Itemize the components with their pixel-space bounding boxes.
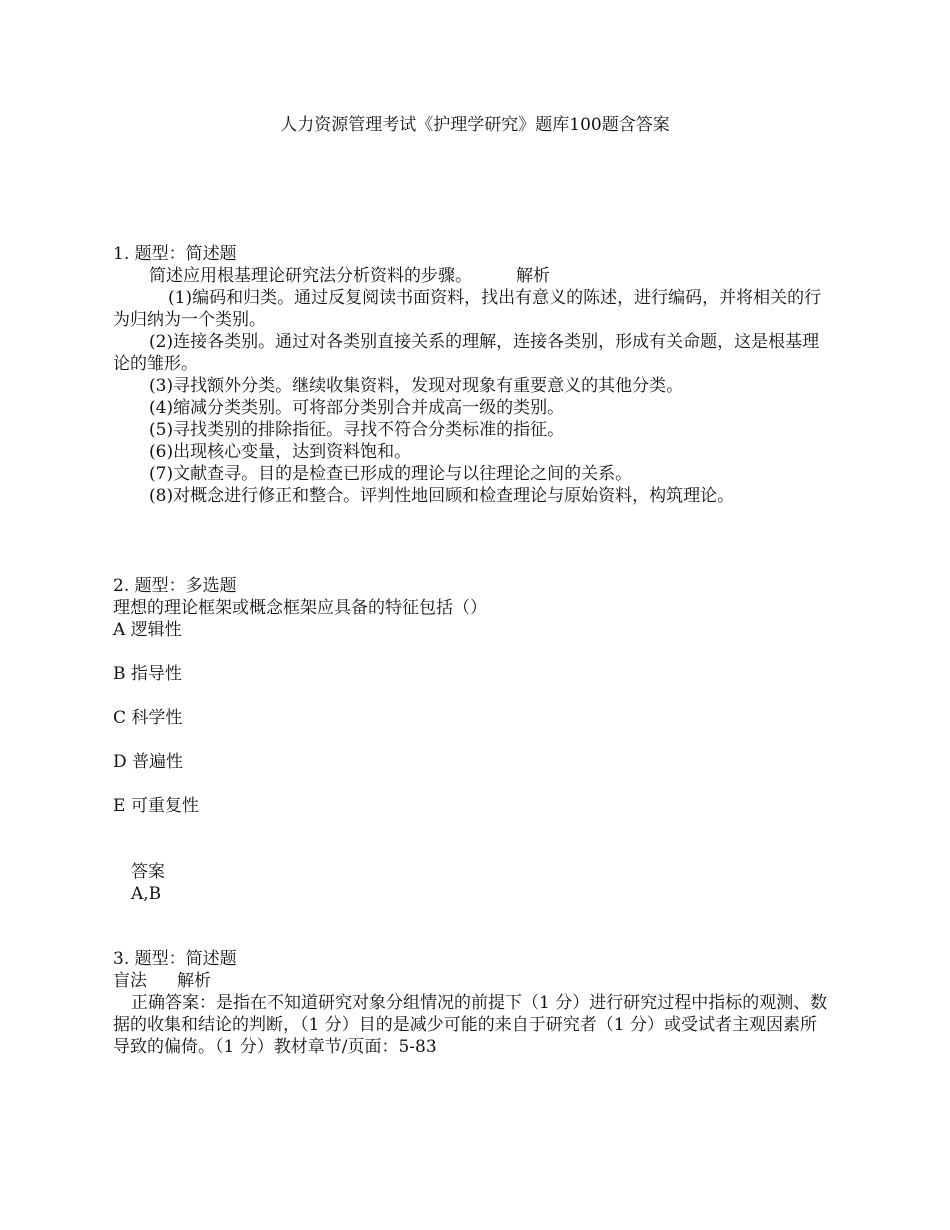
question-1-step: (3)寻找额外分类。继续收集资料，发现对现象有重要意义的其他分类。 (149, 376, 684, 396)
question-2-heading: 2. 题型：多选题 (113, 576, 237, 596)
question-3-text: 盲法 (113, 971, 147, 991)
question-3-answer-text: 正确答案：是指在不知道研究对象分组情况的前提下（1 分）进行研究过程中指标的观测、数据的收集和结论的判断，（1 分）目的是减少可能的来自于研究者（1 分）或受试者主观因素所导致的偏倚。（1 分）教材章节/页面：5-83 (113, 993, 828, 1057)
option-c: C 科学性 (113, 708, 183, 728)
question-1-prompt (113, 265, 828, 287)
question-1 (113, 243, 828, 507)
question-1-step: (7)文献查寻。目的是检查已形成的理论与以往理论之间的关系。 (149, 464, 633, 484)
question-2-answer-label: 答案 (131, 862, 165, 882)
question-1-heading: 1. 题型：简述题 (113, 244, 237, 264)
question-3-heading: 3. 题型：简述题 (113, 949, 237, 969)
question-2-answer-block (113, 861, 846, 905)
question-1-step: (8)对概念进行修正和整合。评判性地回顾和检查理论与原始资料，构筑理论。 (149, 486, 735, 506)
question-1-step: (2)连接各类别。通过对各类别直接关系的理解，连接各类别，形成有关命题，这是根基理论的雏形。 (113, 332, 820, 374)
document-title: 人力资源管理考试《护理学研究》题库100题含答案 (280, 115, 670, 135)
question-2-text: 理想的理论框架或概念框架应具备的特征包括（） (113, 598, 487, 618)
option-a: A 逻辑性 (113, 620, 182, 640)
question-1-step: (1)编码和归类。通过反复阅读书面资料，找出有意义的陈述，进行编码，并将相关的行为归纳为一个类别。 (113, 288, 822, 330)
question-2 (113, 575, 828, 817)
question-3 (113, 948, 828, 1058)
question-3-analysis-label: 解析 (177, 971, 211, 991)
question-1-text: 简述应用根基理论研究法分析资料的步骤。 (149, 266, 472, 286)
option-b: B 指导性 (113, 664, 182, 684)
option-e: E 可重复性 (113, 796, 199, 816)
question-1-analysis-label: 解析 (516, 266, 550, 286)
question-2-answer: A,B (131, 884, 162, 904)
question-1-step: (4)缩减分类类别。可将部分类别合并成高一级的类别。 (149, 398, 565, 418)
question-1-step: (5)寻找类别的排除指征。寻找不符合分类标准的指征。 (149, 420, 565, 440)
option-d: D 普遍性 (113, 752, 184, 772)
question-1-step: (6)出现核心变量，达到资料饱和。 (149, 442, 412, 462)
question-3-prompt (113, 970, 828, 992)
